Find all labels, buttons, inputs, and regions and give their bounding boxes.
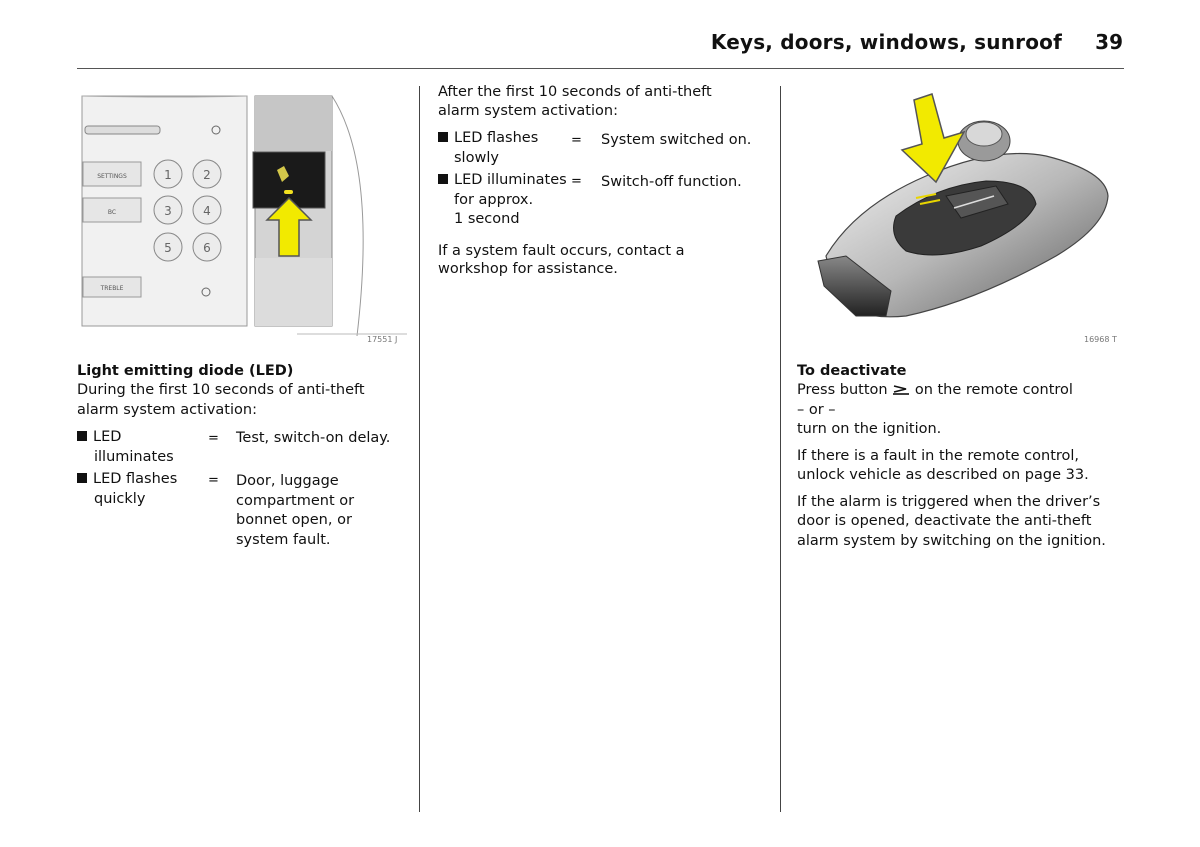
- bullet-square-icon: [77, 431, 87, 441]
- column-divider-1: [419, 86, 420, 812]
- key-4: 4: [203, 204, 211, 218]
- settings-button-label: SETTINGS: [97, 173, 127, 180]
- key-2: 2: [203, 168, 211, 182]
- right-or: – or –: [797, 402, 836, 418]
- key-5: 5: [164, 241, 172, 255]
- middle-item-2-desc: Switch-off function.: [601, 174, 742, 190]
- remote-key-figure: [796, 86, 1126, 348]
- left-intro-line-2: alarm system activation:: [77, 402, 257, 418]
- right-line-3: turn on the ignition.: [797, 421, 942, 437]
- key-6: 6: [203, 241, 211, 255]
- column-divider-2: [780, 86, 781, 812]
- bullet-square-icon: [438, 132, 448, 142]
- left-figure-code: 17551 J: [367, 335, 398, 344]
- left-item-1-eq: =: [208, 431, 219, 446]
- middle-intro-line-1: After the first 10 seconds of anti-theft: [438, 84, 712, 100]
- bc-button-label: BC: [107, 209, 117, 216]
- right-para2-line-1: If there is a fault in the remote control,: [797, 448, 1080, 464]
- right-para2-line-2: unlock vehicle as described on page 33.: [797, 467, 1089, 483]
- key-1: 1: [164, 168, 172, 182]
- led-heading: Light emitting diode (LED): [77, 363, 294, 379]
- middle-note-line-1: If a system fault occurs, contact a: [438, 243, 685, 259]
- left-item-2-label: LED flashes quickly: [77, 470, 177, 509]
- key-3: 3: [164, 204, 172, 218]
- header-rule: [77, 68, 1124, 69]
- right-para3-line-1: If the alarm is triggered when the driver’s: [797, 494, 1101, 510]
- unlock-button-icon: [892, 383, 910, 395]
- middle-item-2-eq: =: [571, 174, 582, 189]
- treble-button-label: TREBLE: [100, 285, 124, 292]
- right-para3-line-2: door is opened, deactivate the anti-theft: [797, 513, 1092, 529]
- deactivate-heading: To deactivate: [797, 363, 907, 379]
- page-number: 39: [1095, 30, 1123, 54]
- right-line-1: Press button on the remote control: [797, 382, 1073, 398]
- middle-note-line-2: workshop for assistance.: [438, 261, 618, 277]
- bullet-square-icon: [438, 174, 448, 184]
- radio-panel-figure: [77, 86, 412, 348]
- left-item-1-label: LED illuminates: [77, 428, 174, 467]
- left-item-2-eq: =: [208, 473, 219, 488]
- right-figure-code: 16968 T: [1084, 335, 1117, 344]
- left-intro-line-1: During the first 10 seconds of anti-theft: [77, 382, 365, 398]
- right-para3-line-3: alarm system by switching on the ignition.: [797, 533, 1106, 549]
- left-item-2-desc: Door, luggage compartment or bonnet open, or system fault.: [236, 473, 355, 548]
- bullet-square-icon: [77, 473, 87, 483]
- middle-item-1-eq: =: [571, 133, 582, 148]
- page-header-title: Keys, doors, windows, sunroof: [710, 30, 1062, 54]
- middle-item-1-label: LED flashes slowly: [438, 129, 538, 168]
- middle-item-1-desc: System switched on.: [601, 132, 752, 148]
- middle-item-2-label: LED illuminates for approx. 1 second: [438, 171, 567, 230]
- left-item-1-desc: Test, switch-on delay.: [236, 430, 391, 446]
- middle-intro-line-2: alarm system activation:: [438, 103, 618, 119]
